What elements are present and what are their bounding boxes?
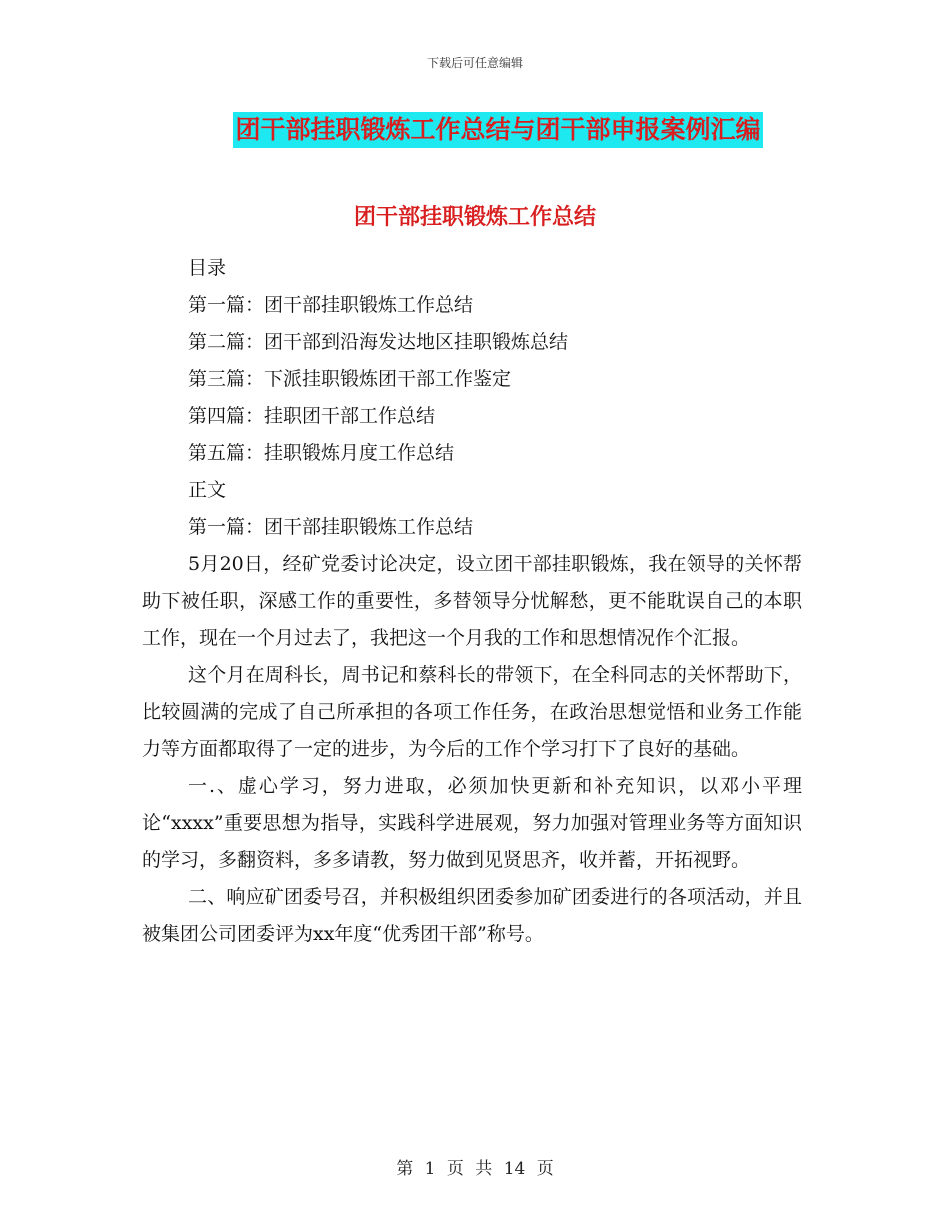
toc-heading: 目录: [188, 257, 227, 279]
toc-item: 第一篇：团干部挂职锻炼工作总结: [188, 294, 474, 316]
toc-item: 第三篇：下派挂职锻炼团干部工作鉴定: [188, 368, 512, 390]
paragraph: 这个月在周科长，周书记和蔡科长的带领下，在全科同志的关怀帮助下，比较圆满的完成了自己所承担的各项工作任务，在政治思想觉悟和业务工作能力等方面都取得了一定的进步，为今后的工作个学习打下了良好的基础。: [142, 664, 802, 760]
paragraph: 二、响应矿团委号召，并积极组织团委参加矿团委进行的各项活动，并且被集团公司团委评为xx年度“优秀团干部”称号。: [142, 886, 802, 945]
toc-item: 第五篇：挂职锻炼月度工作总结: [188, 442, 455, 464]
toc-item: 第二篇：团干部到沿海发达地区挂职锻炼总结: [188, 331, 569, 353]
body-text: [142, 546, 802, 953]
main-title-container: [0, 112, 950, 148]
page-footer: 第 1 页 共 14 页: [396, 1159, 554, 1179]
body-heading: 正文: [188, 479, 227, 501]
header-note: 下载后可任意编辑: [426, 56, 523, 70]
section-title: 团干部挂职锻炼工作总结: [353, 205, 596, 230]
table-of-contents: [188, 250, 568, 546]
paragraph: 一.、虚心学习，努力进取，必须加快更新和补充知识，以邓小平理论“xxxx”重要思想为指导，实践科学进展观，努力加强对管理业务等方面知识的学习，多翻资料，多多请教，努力做到见贤思齐，收并蓄，开拓视野。: [142, 775, 802, 871]
main-title: 团干部挂职锻炼工作总结与团干部申报案例汇编: [233, 112, 762, 148]
paragraph: 5月20日，经矿党委讨论决定，设立团干部挂职锻炼，我在领导的关怀帮助下被任职，深感工作的重要性，多替领导分忧解愁，更不能耽误自己的本职工作，现在一个月过去了，我把这一个月我的工作和思想情况作个汇报。: [142, 553, 802, 649]
chapter-heading: 第一篇：团干部挂职锻炼工作总结: [188, 516, 474, 538]
toc-item: 第四篇：挂职团干部工作总结: [188, 405, 436, 427]
